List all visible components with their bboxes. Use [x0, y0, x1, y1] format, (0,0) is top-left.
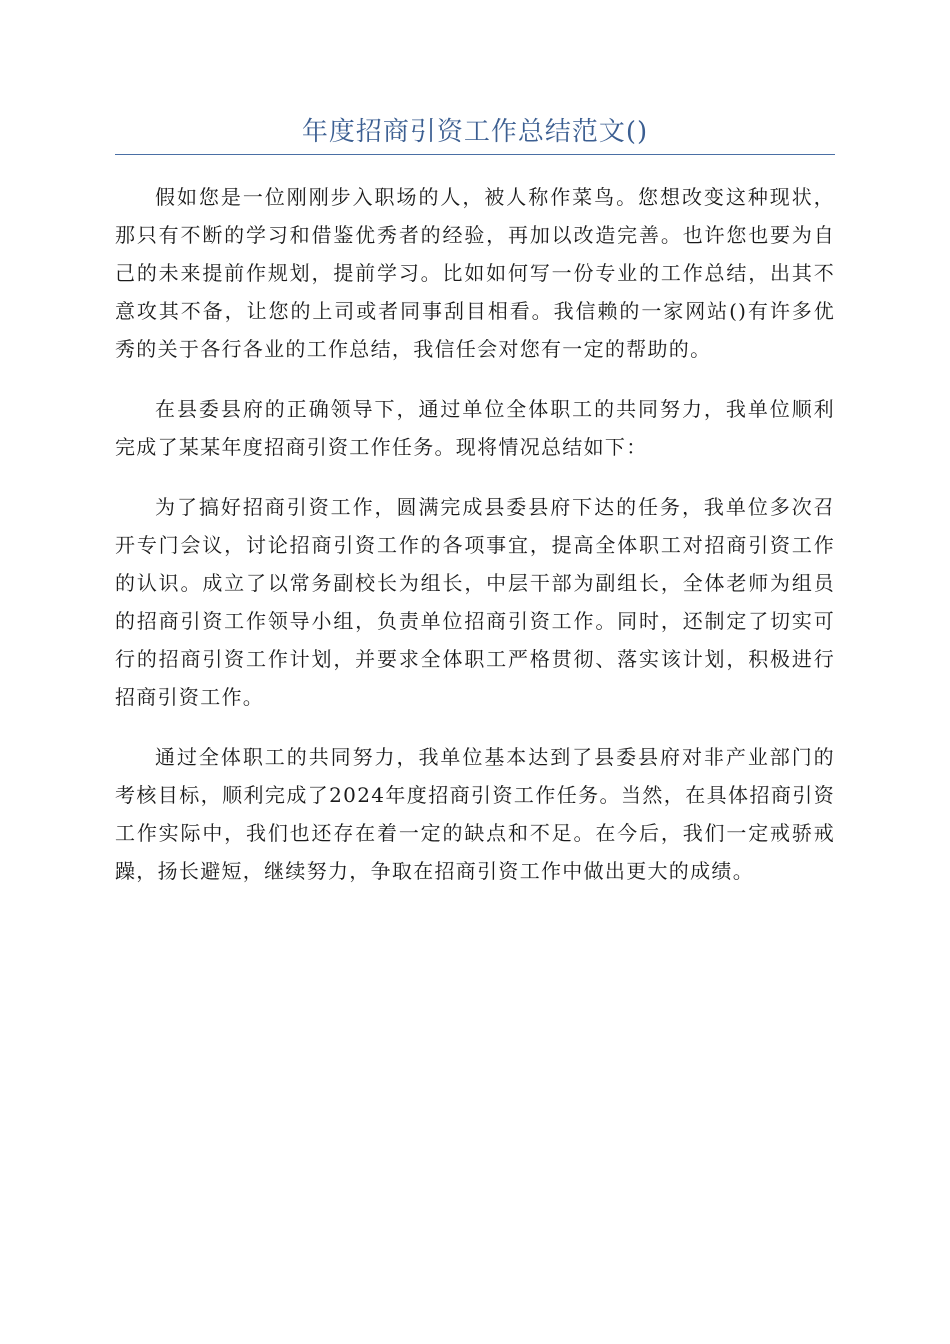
page-title: 年度招商引资工作总结范文()	[301, 117, 649, 147]
paragraph-results: 通过全体职工的共同努力，我单位基本达到了县委县府对非产业部门的考核目标，顺利完成了2024年度招商引资工作任务。当然，在具体招商引资工作实际中，我们也还存在着一定的缺点和不足。在今后，我们一定戒骄戒躁，扬长避短，继续努力，争取在招商引资工作中做出更大的成绩。	[115, 745, 835, 883]
paragraph-organization: 为了搞好招商引资工作，圆满完成县委县府下达的任务，我单位多次召开专门会议，讨论招商引资工作的各项事宜，提高全体职工对招商引资工作的认识。成立了以常务副校长为组长，中层干部为副组长，全体老师为组员的招商引资工作领导小组，负责单位招商引资工作。同时，还制定了切实可行的招商引资工作计划，并要求全体职工严格贯彻、落实该计划，积极进行招商引资工作。	[115, 495, 835, 709]
paragraph-summary-lead: 在县委县府的正确领导下，通过单位全体职工的共同努力，我单位顺利完成了某某年度招商引资工作任务。现将情况总结如下：	[115, 397, 835, 459]
title-block	[115, 112, 835, 155]
document-body	[115, 178, 835, 912]
paragraph-intro: 假如您是一位刚刚步入职场的人，被人称作菜鸟。您想改变这种现状，那只有不断的学习和借鉴优秀者的经验，再加以改造完善。也许您也要为自己的未来提前作规划，提前学习。比如如何写一份专业的工作总结，出其不意攻其不备，让您的上司或者同事刮目相看。我信赖的一家网站()有许多优秀的关于各行各业的工作总结，我信任会对您有一定的帮助的。	[115, 185, 835, 361]
